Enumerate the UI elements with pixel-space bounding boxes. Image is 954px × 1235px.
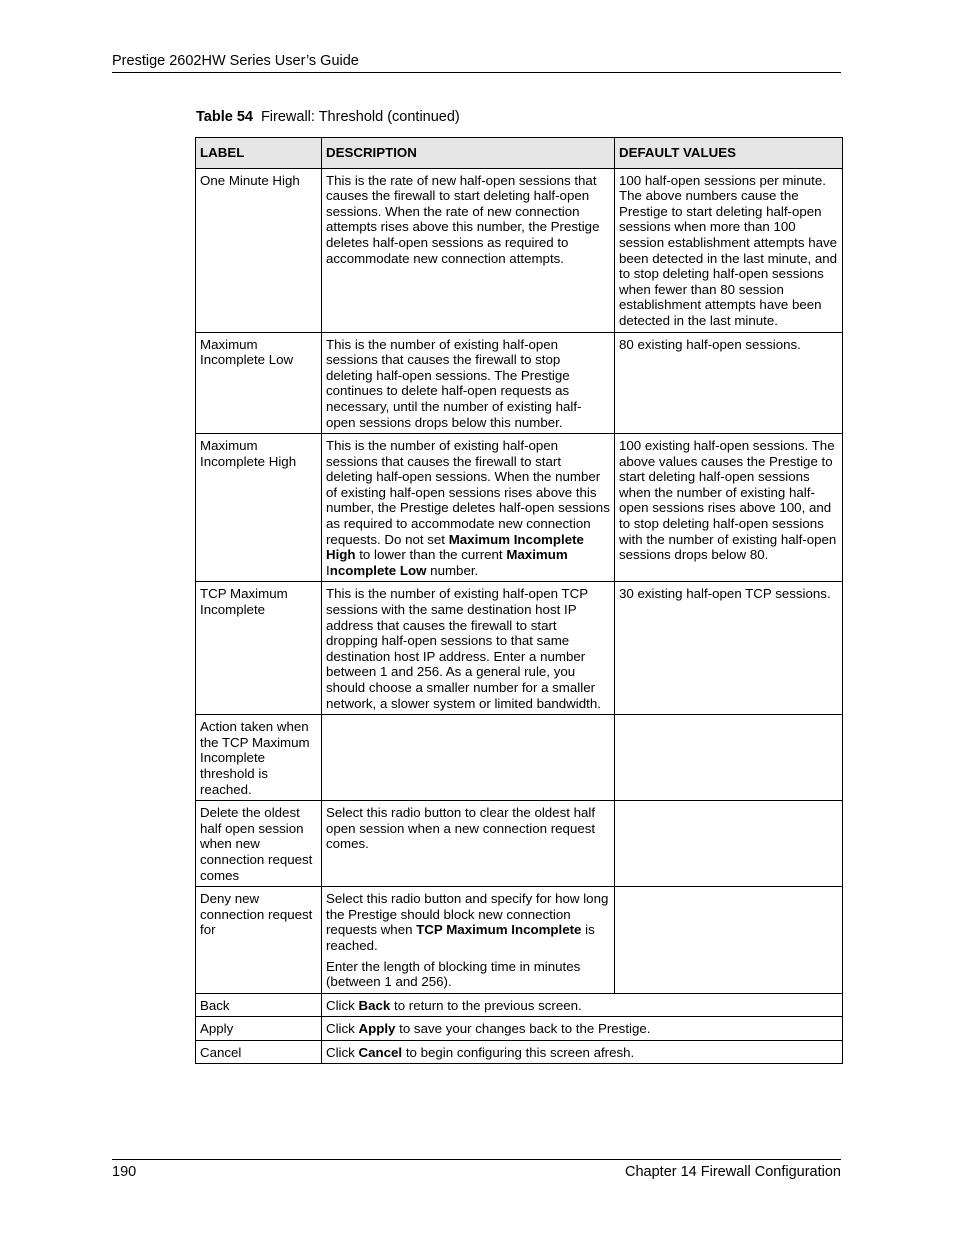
table-body	[196, 168, 843, 1064]
page-number: 190	[112, 1164, 137, 1180]
table-number: Table 54	[196, 109, 253, 125]
description-text: This is the number of existing half-open sessions that causes the firewall to stop deleting half-open sessions. The Prestige continues to delete half-open requests as necessary, until the number of existing half-open sessions drops below this number.	[326, 336, 582, 430]
page-footer	[112, 1159, 841, 1181]
description-text: I	[326, 562, 330, 578]
row-description	[322, 332, 615, 434]
row-default-value	[615, 801, 843, 887]
description-paragraph	[326, 891, 610, 953]
row-label: TCP Maximum Incomplete	[196, 582, 322, 715]
table-row	[196, 993, 843, 1017]
description-paragraph	[326, 998, 838, 1014]
description-text: This is the rate of new half-open sessions that causes the firewall to start deleting half-open sessions. When the rate of new connection attempts rises above this number, the Prestige deletes half-open sessions as required to accommodate new connection attempts.	[326, 172, 600, 266]
column-header-description: DESCRIPTION	[322, 138, 615, 169]
row-description	[322, 582, 615, 715]
emphasized-term: Back	[358, 997, 391, 1013]
description-text: Select this radio button and specify for how long the Prestige should block new connection requests when	[326, 891, 609, 938]
row-default-value: 100 half-open sessions per minute. The above numbers cause the Prestige to start deleting half-open sessions when more than 100 session establishment attempts have been detected in the last minute, and to stop deleting half-open sessions when fewer than 80 session establishment attempts have been detected in the last minute.	[615, 168, 843, 332]
row-label: One Minute High	[196, 168, 322, 332]
row-description	[322, 887, 615, 994]
row-default-value: 100 existing half-open sessions. The above values causes the Prestige to start deleting half-open sessions when the number of existing half-open sessions rises above 100, and to stop deleting half-open sessions with the number of existing half-open sessions drops below 80.	[615, 434, 843, 582]
description-text: number.	[426, 562, 479, 578]
table-row	[196, 332, 843, 434]
description-text: is reached.	[326, 922, 595, 953]
description-paragraph	[326, 173, 610, 267]
table-row	[196, 434, 843, 582]
emphasized-term: Maximum	[506, 547, 568, 563]
description-text: to save your changes back to the Prestige.	[395, 1021, 651, 1037]
description-text: This is the number of existing half-open TCP sessions with the same destination host IP address that causes the firewall to start dropping half-open sessions to that same destination host IP address. Enter a number between 1 and 256. As a general rule, you should choose a smaller number for a smaller network, a slower system or limited bandwidth.	[326, 586, 601, 711]
column-header-default-values: DEFAULT VALUES	[615, 138, 843, 169]
table-row	[196, 1017, 843, 1041]
row-label: Maximum Incomplete Low	[196, 332, 322, 434]
emphasized-term: TCP Maximum Incomplete	[416, 922, 582, 938]
column-header-label: LABEL	[196, 138, 322, 169]
description-paragraph	[326, 805, 610, 852]
description-paragraph	[326, 959, 610, 990]
row-description	[322, 801, 615, 887]
description-text: This is the number of existing half-open sessions that causes the firewall to start deleting half-open sessions. When the number of existing half-open sessions rises above this number, the Prestige deletes half-open sessions as required to accommodate new connection requests. Do not set	[326, 438, 610, 547]
row-label: Maximum Incomplete High	[196, 434, 322, 582]
row-label: Deny new connection request for	[196, 887, 322, 994]
row-label: Delete the oldest half open session when new connection request comes	[196, 801, 322, 887]
table-row	[196, 715, 843, 801]
table-title: Firewall: Threshold (continued)	[260, 109, 460, 125]
row-label: Back	[196, 993, 322, 1017]
row-label: Action taken when the TCP Maximum Incomplete threshold is reached.	[196, 715, 322, 801]
table-row	[196, 801, 843, 887]
description-text: Click	[326, 1021, 359, 1037]
emphasized-term: Cancel	[358, 1044, 403, 1060]
description-text: Click	[326, 1044, 359, 1060]
description-paragraph	[326, 337, 610, 431]
row-description	[322, 168, 615, 332]
row-description	[322, 1017, 843, 1041]
table-row	[196, 582, 843, 715]
emphasized-term: Apply	[358, 1021, 396, 1037]
row-default-value	[615, 715, 843, 801]
row-description	[322, 715, 615, 801]
description-paragraph	[326, 438, 610, 578]
description-text: to lower than the current	[355, 547, 507, 563]
page-header	[112, 52, 841, 73]
row-default-value: 80 existing half-open sessions.	[615, 332, 843, 434]
description-text: to return to the previous screen.	[390, 997, 582, 1013]
emphasized-term: ncomplete Low	[329, 562, 427, 578]
chapter-title: Chapter 14 Firewall Configuration	[625, 1164, 841, 1180]
description-text: to begin configuring this screen afresh.	[402, 1044, 635, 1060]
description-paragraph	[326, 1045, 838, 1061]
description-paragraph	[326, 586, 610, 711]
table-row	[196, 1040, 843, 1064]
threshold-table	[195, 137, 843, 1064]
row-description	[322, 993, 843, 1017]
row-default-value: 30 existing half-open TCP sessions.	[615, 582, 843, 715]
description-text: Select this radio button to clear the oldest half open session when a new connection request comes.	[326, 805, 596, 852]
row-description	[322, 1040, 843, 1064]
description-text: Click	[326, 997, 359, 1013]
table-header-row	[196, 138, 843, 169]
description-text: Enter the length of blocking time in minutes (between 1 and 256).	[326, 958, 581, 990]
row-label: Cancel	[196, 1040, 322, 1064]
emphasized-term: Maximum Incomplete High	[326, 531, 584, 563]
row-description	[322, 434, 615, 582]
row-default-value	[615, 887, 843, 994]
table-caption	[196, 108, 460, 126]
row-label: Apply	[196, 1017, 322, 1041]
description-paragraph	[326, 1021, 838, 1037]
table-row	[196, 168, 843, 332]
table-row	[196, 887, 843, 994]
guide-title: Prestige 2602HW Series User’s Guide	[112, 53, 359, 69]
